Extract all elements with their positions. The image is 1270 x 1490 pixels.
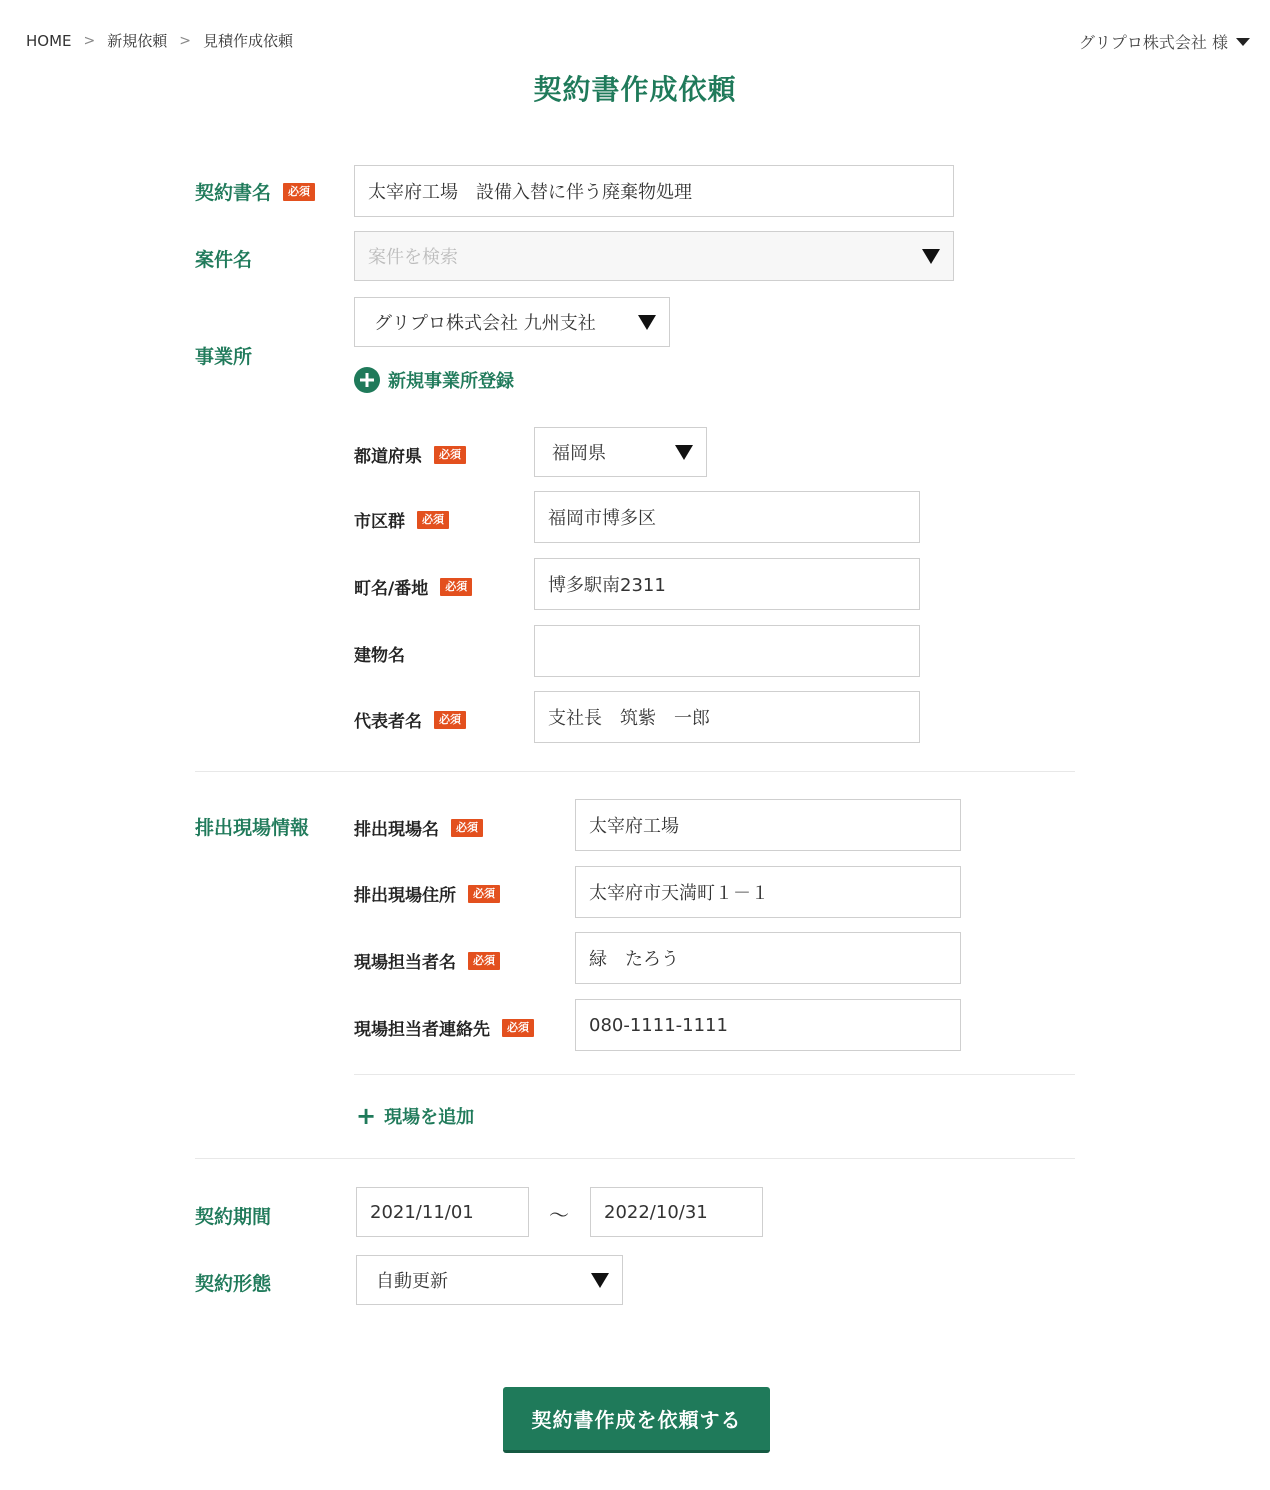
site-contact-phone-input[interactable]: 080-1111-1111 xyxy=(575,999,961,1051)
prefecture-label: 都道府県 必須 xyxy=(354,442,466,467)
required-badge: 必須 xyxy=(434,446,466,464)
contract-type-label: 契約形態 xyxy=(195,1273,272,1295)
breadcrumb xyxy=(26,30,293,51)
user-menu[interactable] xyxy=(1079,30,1250,53)
dropdown-arrow-icon xyxy=(922,249,940,264)
building-label: 建物名 xyxy=(354,646,405,666)
required-badge: 必須 xyxy=(283,183,315,201)
office-select[interactable]: グリプロ株式会社 九州支社 xyxy=(354,297,670,347)
divider xyxy=(354,1074,1075,1075)
period-separator: ～ xyxy=(549,1203,569,1227)
required-badge: 必須 xyxy=(451,819,483,837)
breadcrumb-new-request[interactable]: 新規依頼 xyxy=(107,32,168,50)
add-site-button[interactable]: + 現場を追加 xyxy=(356,1102,475,1130)
required-badge: 必須 xyxy=(468,952,500,970)
user-name: グリプロ株式会社 様 xyxy=(1078,33,1228,52)
plus-icon: + xyxy=(356,1102,377,1130)
required-badge: 必須 xyxy=(468,885,500,903)
office-label: 事業所 xyxy=(195,346,253,368)
contract-end-date-input[interactable]: 2022/10/31 xyxy=(590,1187,763,1237)
dropdown-arrow-icon xyxy=(638,315,656,330)
chevron-right-icon: > xyxy=(83,32,96,49)
caret-down-icon xyxy=(1236,38,1250,46)
site-name-label: 排出現場名 必須 xyxy=(354,815,483,840)
submit-contract-request-button[interactable]: 契約書作成を依頼する xyxy=(503,1387,770,1453)
breadcrumb-current: 見積作成依頼 xyxy=(203,32,294,50)
project-label: 案件名 xyxy=(195,249,253,271)
project-search-select[interactable]: 案件を検索 xyxy=(354,231,954,281)
representative-label: 代表者名 必須 xyxy=(354,707,466,732)
town-input[interactable]: 博多駅南2311 xyxy=(534,558,920,610)
contract-start-date-input[interactable]: 2021/11/01 xyxy=(356,1187,529,1237)
site-address-label: 排出現場住所 必須 xyxy=(354,881,500,906)
divider xyxy=(195,1158,1075,1159)
site-address-input[interactable]: 太宰府市天満町１－１ xyxy=(575,866,961,918)
building-input[interactable] xyxy=(534,625,920,677)
dropdown-arrow-icon xyxy=(591,1273,609,1288)
required-badge: 必須 xyxy=(440,578,472,596)
site-info-label: 排出現場情報 xyxy=(195,817,310,839)
plus-circle-icon xyxy=(354,367,380,393)
dropdown-arrow-icon xyxy=(675,445,693,460)
contract-name-label: 契約書名 必須 xyxy=(195,178,315,205)
required-badge: 必須 xyxy=(502,1019,534,1037)
chevron-right-icon: > xyxy=(179,32,191,49)
site-contact-name-input[interactable]: 緑 たろう xyxy=(575,932,961,984)
city-input[interactable]: 福岡市博多区 xyxy=(534,491,920,543)
site-name-input[interactable]: 太宰府工場 xyxy=(575,799,961,851)
divider xyxy=(195,771,1075,772)
required-badge: 必須 xyxy=(417,511,449,529)
required-badge: 必須 xyxy=(434,711,466,729)
add-office-button[interactable]: 新規事業所登録 xyxy=(354,367,514,393)
site-contact-name-label: 現場担当者名 必須 xyxy=(354,948,500,973)
breadcrumb-home[interactable]: HOME xyxy=(26,31,72,50)
site-contact-phone-label: 現場担当者連絡先 必須 xyxy=(354,1015,534,1040)
town-label: 町名/番地 必須 xyxy=(354,574,472,599)
page-title: 契約書作成依頼 xyxy=(533,73,737,106)
representative-input[interactable]: 支社長 筑紫 一郎 xyxy=(534,691,920,743)
prefecture-select[interactable]: 福岡県 xyxy=(534,427,707,477)
contract-name-input[interactable]: 太宰府工場 設備入替に伴う廃棄物処理 xyxy=(354,165,954,217)
contract-type-select[interactable]: 自動更新 xyxy=(356,1255,623,1305)
contract-period-label: 契約期間 xyxy=(195,1206,272,1228)
city-label: 市区群 必須 xyxy=(354,507,449,532)
